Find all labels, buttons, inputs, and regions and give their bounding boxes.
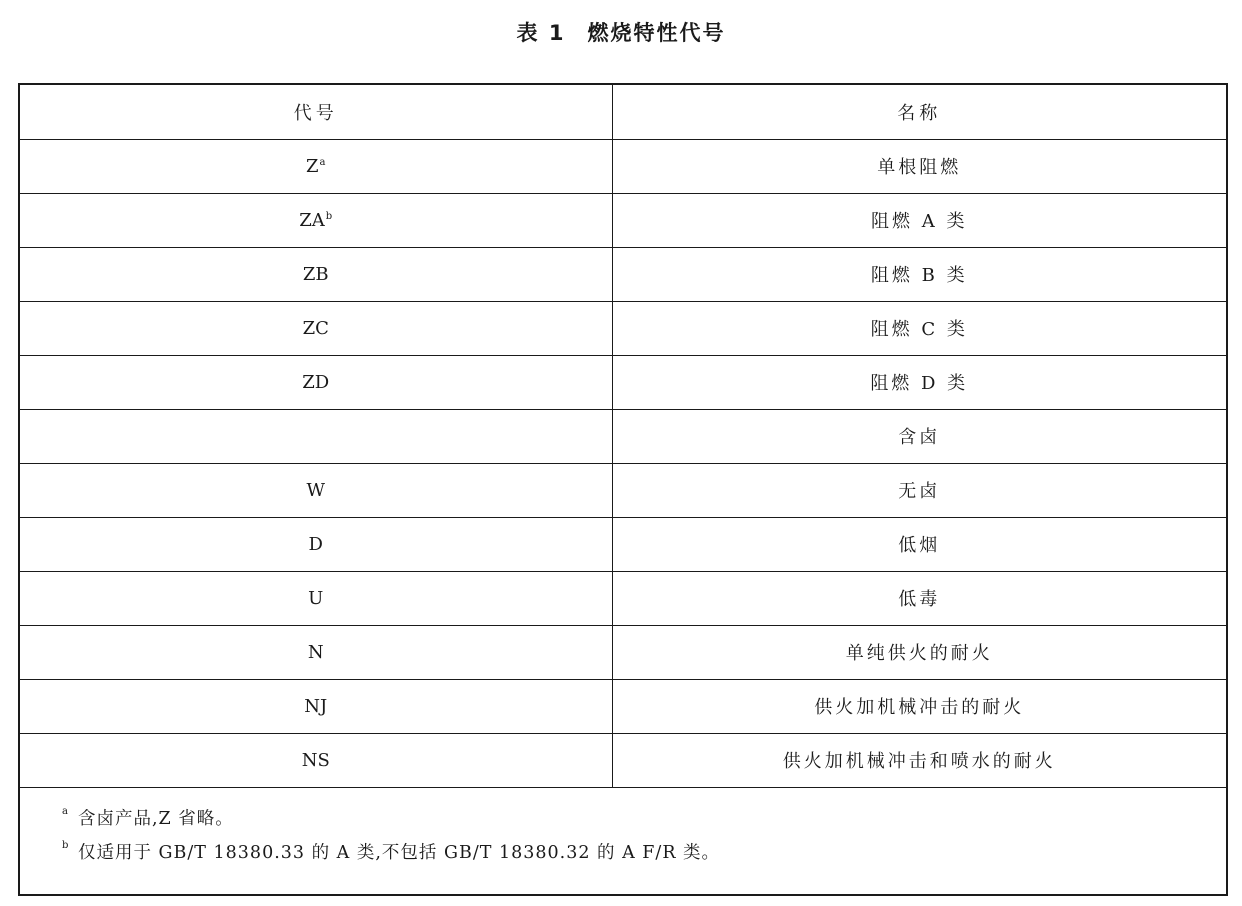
code-cell: [20, 517, 612, 571]
code-cell: [20, 355, 612, 409]
footnote-reference: a: [319, 156, 326, 168]
footnote-text: 仅适用于 GB/T 18380.33 的 A 类,不包括 GB/T 18380.32 的 A F/R 类。: [78, 842, 721, 863]
footnote-reference: b: [325, 210, 333, 222]
code-text: ZC: [302, 317, 329, 339]
table-row: [20, 301, 1226, 355]
footnote: [62, 802, 1226, 836]
name-cell: 低毒: [612, 571, 1226, 625]
code-cell: [20, 193, 612, 247]
table-row: [20, 733, 1226, 787]
table-row: [20, 625, 1226, 679]
table-row: [20, 571, 1226, 625]
name-cell: 阻燃 D 类: [612, 355, 1226, 409]
name-cell: 单纯供火的耐火: [612, 625, 1226, 679]
code-text: U: [308, 587, 324, 609]
code-text: ZA: [299, 209, 325, 231]
code-cell: [20, 625, 612, 679]
code-text: Z: [306, 155, 319, 177]
name-cell: 供火加机械冲击的耐火: [612, 679, 1226, 733]
table-caption: 燃烧特性代号: [587, 21, 726, 45]
name-cell: 单根阻燃: [612, 139, 1226, 193]
table-row: [20, 139, 1226, 193]
code-cell: [20, 301, 612, 355]
code-text: NS: [301, 749, 330, 771]
table-row: [20, 409, 1226, 463]
table-title: [0, 18, 1242, 48]
name-cell: 阻燃 B 类: [612, 247, 1226, 301]
footnote-mark: b: [62, 839, 70, 851]
table-row: [20, 679, 1226, 733]
code-cell: [20, 733, 612, 787]
code-text: ZD: [302, 371, 330, 393]
code-text: W: [306, 479, 325, 501]
table-row: [20, 517, 1226, 571]
name-cell: 低烟: [612, 517, 1226, 571]
column-header-name: 名称: [612, 85, 1226, 139]
column-header-code: 代号: [20, 85, 612, 139]
code-cell: [20, 409, 612, 463]
name-cell: 阻燃 A 类: [612, 193, 1226, 247]
footnote-mark: a: [62, 805, 69, 817]
name-cell: 含卤: [612, 409, 1226, 463]
table-row: [20, 355, 1226, 409]
table-row: [20, 247, 1226, 301]
table-number: 表 1: [516, 21, 566, 45]
name-cell: 阻燃 C 类: [612, 301, 1226, 355]
footnote: [62, 836, 1226, 870]
code-cell: [20, 247, 612, 301]
footnote-text: 含卤产品,Z 省略。: [78, 808, 234, 829]
name-cell: 供火加机械冲击和喷水的耐火: [612, 733, 1226, 787]
table-row: [20, 463, 1226, 517]
name-cell: 无卤: [612, 463, 1226, 517]
code-cell: [20, 463, 612, 517]
code-cell: [20, 571, 612, 625]
flame-code-table: [20, 85, 1226, 788]
code-cell: [20, 139, 612, 193]
footnotes: [20, 788, 1226, 870]
table-row: [20, 193, 1226, 247]
code-text: D: [308, 533, 323, 555]
table-header-row: [20, 85, 1226, 139]
code-text: N: [307, 641, 324, 663]
table-body: [20, 139, 1226, 787]
code-cell: [20, 679, 612, 733]
code-text: ZB: [302, 263, 329, 285]
table-frame: [18, 83, 1228, 896]
code-text: NJ: [304, 695, 328, 717]
